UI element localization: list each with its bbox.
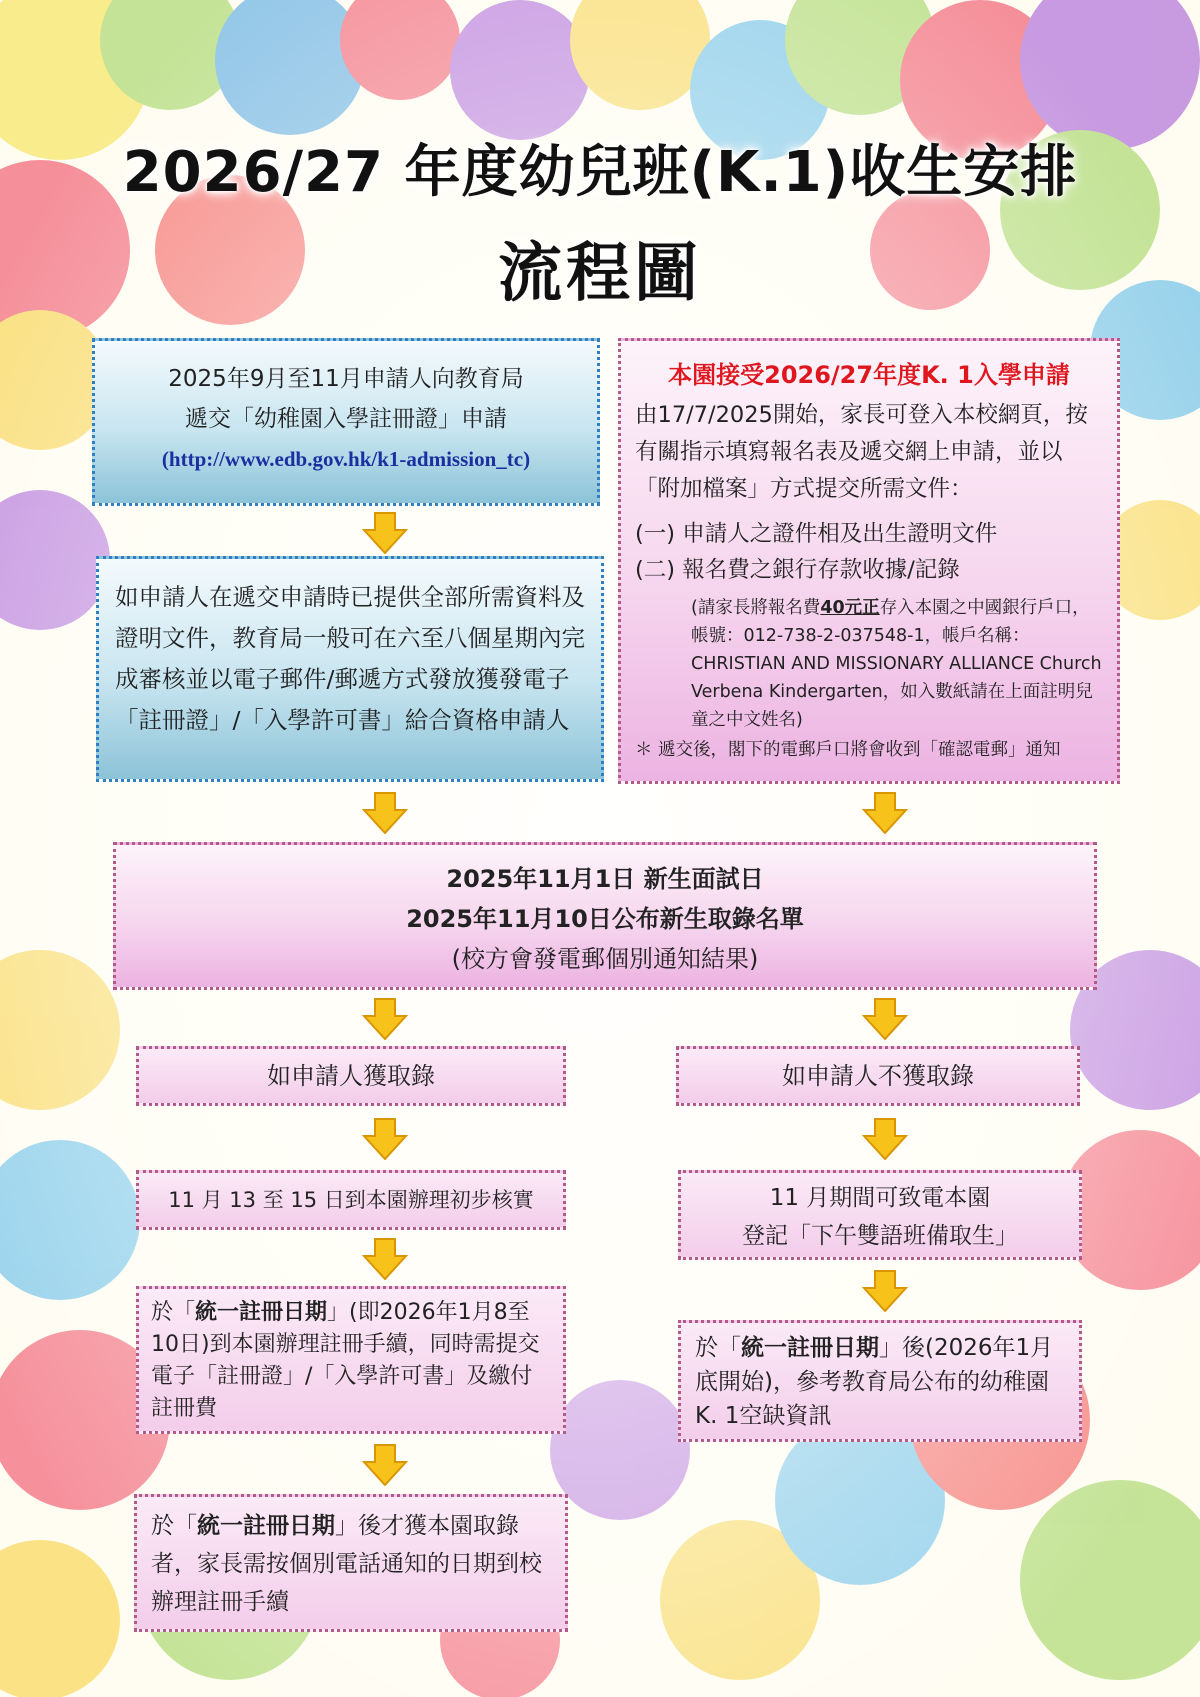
not-admitted-label: 如申請人不獲取錄 — [782, 1062, 974, 1090]
page-title: 2026/27 年度幼兒班(K.1)收生安排 — [122, 140, 1078, 205]
page-subtitle: 流程圖 — [498, 237, 702, 311]
down-arrow-icon — [362, 1444, 408, 1486]
not-admitted-box — [676, 1046, 1080, 1106]
waitlist-line1: 11 月期間可致電本園 — [769, 1185, 991, 1211]
school-application-heading: 本園接受2026/27年度K. 1入學申請 — [668, 361, 1070, 389]
late-admission-text: 」後才獲本園取錄者，家長需按個別電話通知的日期到校辦理註冊手續 — [151, 1513, 542, 1615]
unified-registration-date: 統一註冊日期 — [195, 1300, 328, 1325]
required-document-1: (一) 申請人之證件相及出生證明文件 — [635, 521, 998, 547]
confirmation-email-note: ＊ 遞交後，閣下的電郵戶口將會收到「確認電郵」通知 — [635, 740, 1061, 760]
edb-review-text: 如申請人在遞交申請時已提供全部所需資料及證明文件，教育局一般可在六至八個星期內完成審核並以電子郵件/郵遞方式發放獲發電子「註冊證」/「入學許可書」給合資格申請人 — [115, 583, 585, 734]
vacancy-unified-registration-date: 統一註冊日期 — [741, 1335, 879, 1361]
bank-deposit-note — [635, 594, 1103, 734]
late-unified-registration-date: 統一註冊日期 — [197, 1513, 335, 1539]
bank-account-details: 存入本園之中國銀行戶口，帳號：012-738-2-037548-1，帳戶名稱：CHRISTIAN AND MISSIONARY ALLIANCE Church Verbena Kindergarten，如入數紙請在上面註明兒童之中文姓名) — [691, 598, 1102, 730]
registration-text-start: 於「 — [151, 1300, 196, 1325]
school-application-text: 由17/7/2025開始，家長可登入本校網頁，按有關指示填寫報名表及遞交網上申請，並以「附加檔案」方式提交所需文件： — [635, 402, 1088, 502]
edb-application-line2: 遞交「幼稚園入學註冊證」申請 — [185, 406, 507, 432]
result-notification: (校方會發電郵個別通知結果) — [451, 945, 759, 973]
down-arrow-icon — [362, 1238, 408, 1280]
bank-note-start: (請家長將報名費 — [691, 598, 821, 618]
registration-text: 」(即2026年1月8至10日)到本園辦理註冊手續，同時需提交電子「註冊證」/「入學許可書」及繳付註冊費 — [151, 1300, 540, 1421]
down-arrow-icon — [362, 1118, 408, 1160]
down-arrow-icon — [362, 512, 408, 554]
verification-box — [136, 1170, 566, 1230]
vacancy-text: 」後(2026年1月底開始)，參考教育局公布的幼稚園K. 1空缺資訊 — [695, 1335, 1054, 1429]
down-arrow-icon — [362, 792, 408, 834]
down-arrow-icon — [862, 1270, 908, 1312]
edb-application-line1: 2025年9月至11月申請人向教育局 — [168, 366, 524, 392]
interview-date: 2025年11月1日 新生面試日 — [446, 865, 764, 893]
edb-review-box — [96, 556, 604, 782]
down-arrow-icon — [862, 1118, 908, 1160]
interview-box — [113, 842, 1097, 990]
vacancy-text-start: 於「 — [695, 1335, 741, 1361]
school-application-box — [618, 338, 1120, 784]
verification-text: 11 月 13 至 15 日到本園辦理初步核實 — [168, 1188, 534, 1212]
result-announcement-date: 2025年11月10日公布新生取錄名單 — [406, 905, 804, 933]
late-admission-text-start: 於「 — [151, 1513, 197, 1539]
registration-box — [136, 1286, 566, 1434]
waitlist-box — [678, 1170, 1082, 1260]
admitted-box — [136, 1046, 566, 1106]
application-fee: 40元正 — [820, 598, 880, 618]
down-arrow-icon — [862, 998, 908, 1040]
admitted-label: 如申請人獲取錄 — [267, 1062, 435, 1090]
edb-url: (http://www.edb.gov.hk/k1-admission_tc) — [161, 447, 531, 471]
down-arrow-icon — [362, 998, 408, 1040]
waitlist-line2: 登記「下午雙語班備取生」 — [742, 1223, 1018, 1249]
edb-application-box — [92, 338, 600, 506]
late-admission-box — [134, 1494, 568, 1632]
vacancy-box — [678, 1320, 1082, 1442]
down-arrow-icon — [862, 792, 908, 834]
required-document-2: (二) 報名費之銀行存款收據/記錄 — [635, 557, 960, 583]
